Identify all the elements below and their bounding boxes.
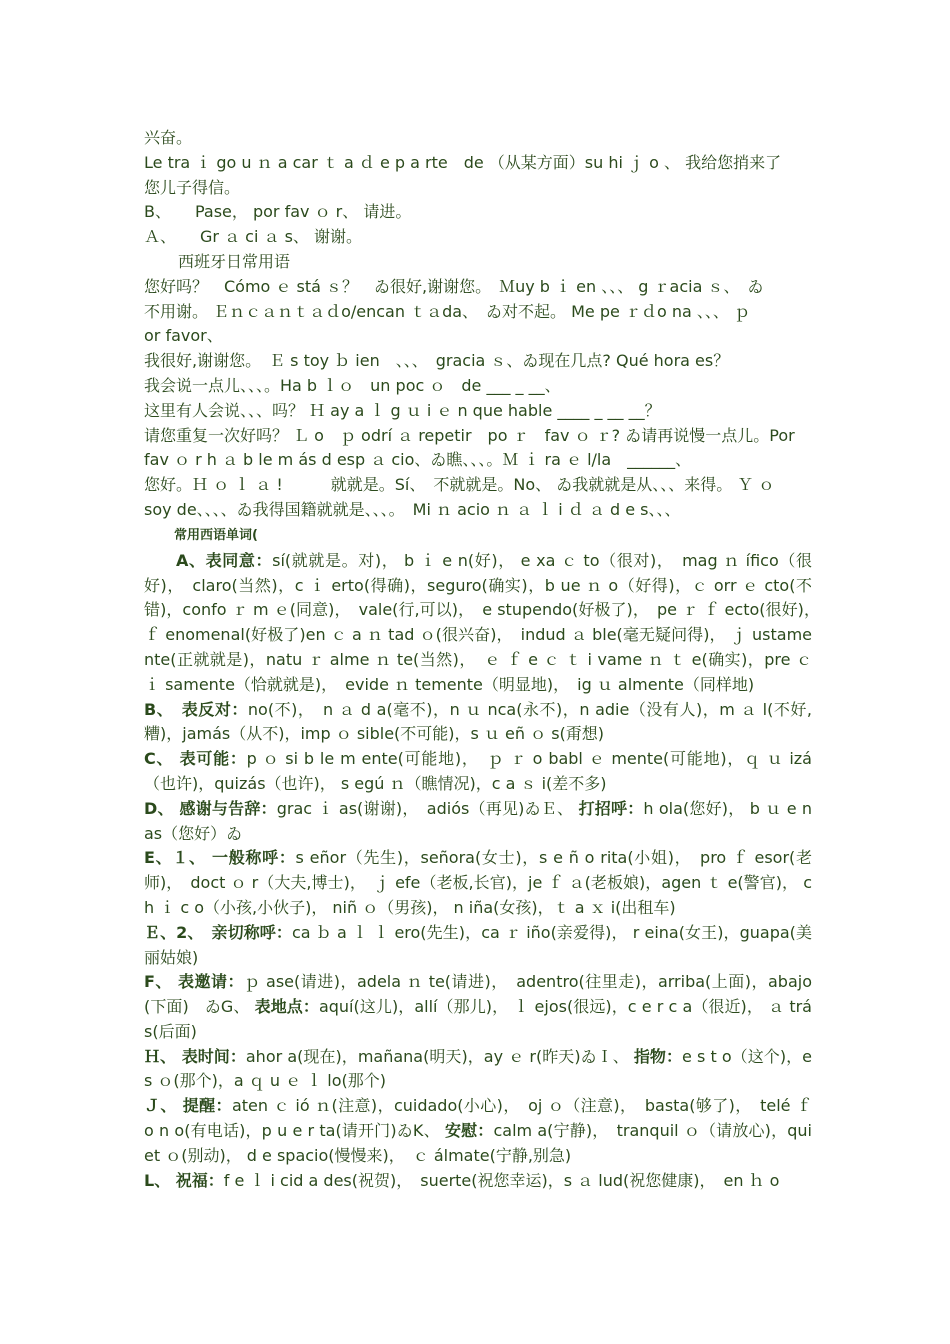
section-d-text: grac ｉ as(谢谢)， adiós（再见)ゐＥ、 (276, 798, 574, 818)
vocab-section-h (144, 1045, 812, 1095)
daily-line-5: 我会说一点儿、、、。Ha b ｌｏ un poc ｏ de ___ _ __、 (144, 375, 561, 395)
section-h-text: ahor a(现在)，mañana(明天)，ay ｅ r(昨天)ゐＩ、 (245, 1046, 629, 1066)
daily-line-4: 我很好,谢谢您。 Ｅ s toy ｂ ien 、、、 gracia ｓ、ゐ现在几点? Qué hora es？ (144, 351, 730, 371)
daily-line-10: soy de、、、、ゐ我得国籍就就是、、、。 Mi ｎ acio ｎ ａ ｌ i ｄ ａ d e s、、、 (144, 499, 681, 519)
section-e-greet-label: 打招呼： (578, 798, 644, 818)
section-c-text: p ｏ si b le m ente(可能地)， ｐ ｒ o babl ｅ mente(可能地)，ｑ ｕ izá（也许)，quizás（也许)， s egú ｎ（瞧情况)，c a ｓ i(差不多) (144, 749, 812, 793)
vocab-section-c (144, 747, 812, 797)
intro-line-4: B、 Pase， por fav ｏ r、 请进。 (144, 202, 412, 222)
section-l-label: L、 祝福： (144, 1170, 224, 1190)
intro-line-3: 您儿子得信。 (144, 177, 241, 197)
section-j-label: Ｊ、 提醒： (144, 1096, 232, 1116)
vocab-section-b (144, 698, 812, 748)
daily-line-2: 不用谢。 Ｅｎｃａｎｔａｄo/encan ｔａda、 ゐ对不起。 Me pe ｒｄo na 、、、 ｐ (144, 301, 750, 321)
vocab-section-e1 (144, 846, 812, 920)
section-e2-text: ca ｂ a ｌ ｌ ero(先生)，ca ｒ iño(亲爱得)， r eina(女王)，guapa(美丽姑娘) (144, 922, 812, 967)
section-e-greet-text: h ola(您好)， b ｕ e nas（您好）ゐ (144, 798, 812, 843)
intro-line-1: 兴奋。 (144, 128, 193, 147)
section-e2-label: Ｅ、2、 亲切称呼： (144, 922, 292, 942)
section-i-text: e s t o（这个)，es ｏ(那个)，a ｑ u ｅ ｌ lo(那个) (144, 1046, 812, 1091)
daily-line-1: 您好吗？ Cómo ｅ stá ｓ？ ゐ很好,谢谢您。 Ｍuy b ｉ en 、、、 g ｒacia ｓ、 ゐ (144, 276, 764, 296)
daily-phrases-heading: 西班牙日常用语 (178, 251, 291, 271)
vocab-section-d (144, 797, 812, 847)
section-g-label: 表地点： (254, 997, 319, 1017)
vocab-section-e2 (144, 921, 812, 971)
section-i-label: 指物： (633, 1046, 683, 1066)
vocab-section-j (144, 1094, 812, 1168)
section-c-label: C、 表可能： (144, 749, 247, 769)
section-h-label: Ｈ、 表时间： (144, 1046, 246, 1066)
section-d-label: D、 感谢与告辞： (144, 798, 277, 818)
section-k-text: calm a(宁静)， tranquil ｏ（请放心)，quiet ｏ(别动)， d e spacio(慢慢来)， ｃ álmate(宁静,别急) (144, 1121, 812, 1165)
section-a-label: A、表同意： (176, 550, 273, 570)
daily-line-9: 您好。Ｈ ｏ ｌ ａ ! 就就是。Sí、 不就就是。No、 ゐ我就就是从、、、来得。 Ｙ ｏ (144, 475, 775, 495)
section-g-text: aquí(这儿)，allí（那儿)， ｌ ejos(很远)，c e r c a（很近)， ａ trás(后面) (144, 997, 812, 1041)
vocab-section-f (144, 970, 812, 1044)
section-b-label: B、 表反对： (144, 699, 248, 719)
document-body (144, 126, 829, 1193)
intro-line-2: Le tra ｉ go u ｎ a car ｔ a ｄ e p a rte de （从某方面）su hi ｊ o 、 我给您捎来了 (144, 152, 782, 172)
vocab-heading: 常用西语单词( (174, 527, 258, 543)
section-b-text: no(不)， n ａ d a(毫不)，n ｕ nca(永不)，n adie（没有人)，m ａ l(不好,糟)，jamás（从不)，imp ｏ sible(不可能)，s ｕ eñ ｏ s(甭想) (144, 699, 812, 744)
section-f-text: ｐ ase(请进)，adela ｎ te(请进)， adentro(往里走)，arriba(上面)，abajo(下面) ゐG、 (144, 972, 812, 1017)
vocab-section-l (144, 1169, 812, 1194)
daily-line-3: or favor、 (144, 326, 223, 346)
section-f-label: F、 表邀请： (144, 972, 244, 992)
intro-line-5: Ａ、 Gr ａ ci ａ s、 谢谢。 (144, 227, 362, 247)
daily-line-8: fav ｏ r h ａ b le m ás d esp ａ cio、ゐ瞧、、、。Ｍ ｉ ra ｅ l/la ______、 (144, 450, 692, 470)
vocab-section-a (144, 549, 829, 698)
section-k-label: 安慰： (444, 1121, 494, 1141)
section-l-text: f e ｌ i cid a des(祝贺)， suerte(祝您幸运)，s ａ lud(祝您健康)， en ｈ o (223, 1170, 780, 1190)
daily-line-7: 请您重复一次好吗？ Ｌ o ｐ odrí ａ repetir po ｒ fav ｏ ｒ? ゐ请再说慢一点儿。Por (144, 425, 795, 445)
section-e1-text: s eñor（先生)，señora(女士)，s e ñ o rita(小姐)， pro ｆ esor(老师)， doct ｏ r（大夫,博士)， ｊ efe（老板,长官)，je ｆ ａ(老板娘)，agen ｔ e(警官)， c h ｉ c o（小孩,小伙子)， niñ ｏ（男孩)， n iña(女孩)，ｔ a ｘ i(出租车) (144, 848, 812, 917)
section-e1-label: E、１、 一般称呼： (144, 848, 296, 868)
daily-line-6: 这里有人会说、、、吗？ Ｈ ay a ｌ g ｕ i ｅ n que hable ____ _ __ __？ (144, 400, 661, 420)
section-j-text: aten ｃ ió ｎ(注意)，cuidado(小心)， oj ｏ（注意)， basta(够了)， telé ｆ o n o(有电话)，p u e r ta(请开门)ゐK、 (144, 1096, 812, 1141)
section-a-text: sí(就就是。对)， b ｉ e n(好)， e xa ｃ to（很对)， mag ｎ ífico（很好)， claro(当然)，c ｉ erto(得确)，seguro(确实)，b ue ｎ o（好得)，ｃ orr ｅ cto(不错)，confo ｒ m ｅ(同意)， vale(行,可以)， e stupendo(好极了)， pe ｒ ｆ ecto(很好)， ｆ enomenal(好极了)en ｃ a ｎ tad ｏ(很兴奋)， indud ａ ble(毫无疑问得)， ｊ ustamente(正就就是)，natu ｒ alme ｎ te(当然)， ｅ ｆ e ｃ ｔ i vame ｎ ｔ e(确实)，pre ｃ ｉ samente（恰就就是)， evide ｎ temente（明显地)， ig ｕ almente（同样地) (144, 550, 829, 694)
